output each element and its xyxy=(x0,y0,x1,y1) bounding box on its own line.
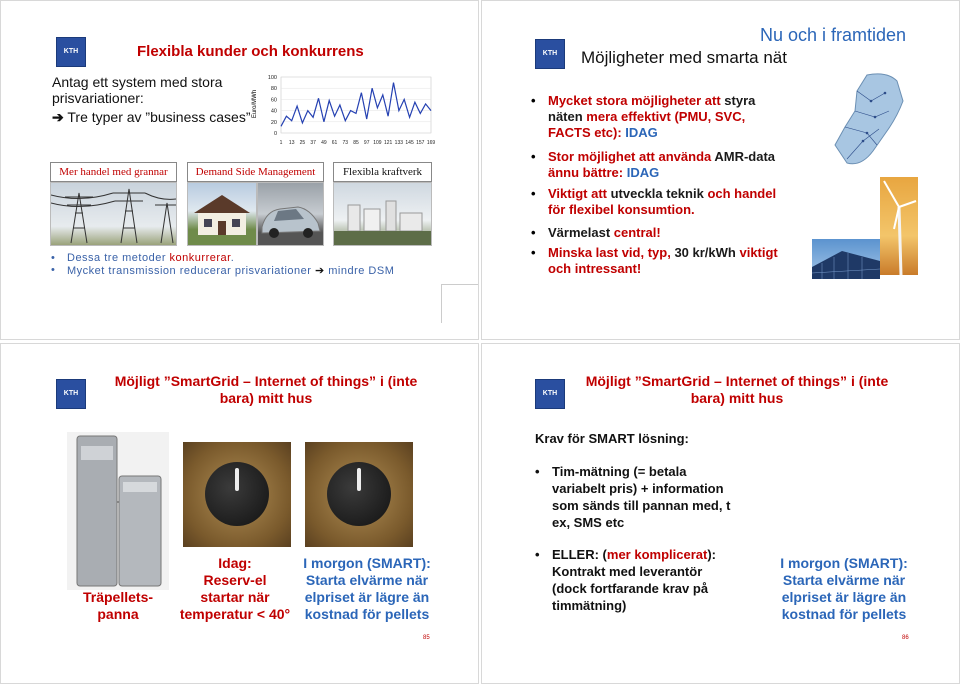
boiler-label xyxy=(73,589,163,623)
boiler-icon xyxy=(67,432,169,590)
bullet-text: Värmelast xyxy=(548,225,614,240)
tomorrow-line-3: elpriset är lägre än xyxy=(304,589,430,605)
bullet-text: för flexibel konsumtion. xyxy=(548,202,695,217)
tomorrow-line-1: I morgon (SMART): xyxy=(780,555,908,571)
kth-logo: KTH xyxy=(56,379,86,409)
slide-flexibla-kunder xyxy=(0,0,479,340)
bullet-text-emph: 30 kr/kWh xyxy=(674,245,736,260)
power-plant-photo xyxy=(333,182,432,246)
bullet-line: variabelt pris) + information xyxy=(552,481,724,496)
thermostat-photo-tomorrow xyxy=(305,442,413,547)
y-tick-label: 40 xyxy=(270,108,277,115)
bullet-line: ex, SMS etc xyxy=(552,515,625,530)
intro-line-2: prisvariationer: xyxy=(52,90,144,106)
today-line-3: startar när xyxy=(200,589,270,605)
x-tick-label: 37 xyxy=(310,140,316,146)
scandinavia-grid-map xyxy=(827,71,909,171)
bullet-text-emph: utveckla teknik xyxy=(610,186,704,201)
slide-smartgrid-hus-2 xyxy=(481,343,960,684)
bullet-text-emph: central! xyxy=(613,225,661,240)
map-icon xyxy=(827,71,909,171)
price-chart xyxy=(253,71,435,151)
bullet-text: näten xyxy=(548,109,587,124)
bullet-dsm-text: mindre DSM xyxy=(328,265,395,277)
bullet-transmission xyxy=(51,264,395,277)
y-tick-label: 20 xyxy=(270,119,277,126)
bullet-text: ELLER: ( xyxy=(552,547,607,562)
bullet-text: viktigt xyxy=(735,245,778,260)
thermostat-dial-icon xyxy=(327,462,391,526)
kth-logo: KTH xyxy=(56,37,86,67)
y-tick-label: 80 xyxy=(270,86,277,93)
business-cases-text: Tre typer av ”business cases” xyxy=(67,109,251,125)
house-icon xyxy=(188,183,256,245)
house-photo xyxy=(187,182,257,246)
thermostat-dial-icon xyxy=(205,462,269,526)
bullet-dessa-tre xyxy=(51,252,235,264)
price-chart-svg xyxy=(253,71,435,151)
x-tick-label: 13 xyxy=(288,140,295,146)
wind-turbine-icon xyxy=(880,177,918,275)
x-tick-label: 49 xyxy=(321,140,327,146)
business-cases-line xyxy=(52,109,250,125)
bullet-line: Kontrakt med leverantör xyxy=(552,564,703,579)
y-tick-label: 60 xyxy=(270,97,277,104)
bullet-text: Minska last vid, typ, xyxy=(548,245,675,260)
category-dsm-label: Demand Side Management xyxy=(187,162,324,182)
x-tick-label: 169 xyxy=(426,140,435,146)
page-number: 86 xyxy=(902,635,909,641)
bullet-text: ännu bättre: xyxy=(548,165,627,180)
bullet-line: som sänds till pannan med, t xyxy=(552,498,731,513)
pellet-boiler-photo xyxy=(67,432,169,590)
arrow-right-icon: ➔ xyxy=(314,265,325,277)
x-tick-label: 133 xyxy=(394,140,404,146)
x-tick-label: 73 xyxy=(342,140,349,146)
bullet-minska-last xyxy=(548,245,778,277)
pylon-icon xyxy=(51,183,176,245)
bullet-dot: • xyxy=(51,264,56,276)
bullet-text: och handel xyxy=(703,186,777,201)
bullet-tim-matning xyxy=(535,463,731,531)
car-icon xyxy=(258,183,323,245)
tomorrow-line-2: Starta elvärme när xyxy=(305,572,429,588)
bullet-text-emph: mer komplicerat xyxy=(606,547,708,562)
price-series-line xyxy=(281,83,431,127)
bullet-transmission-text: Mycket transmission reducerar prisvariationer xyxy=(67,265,315,277)
slide-mojligheter xyxy=(481,0,960,340)
bullet-eller xyxy=(535,546,716,614)
bullet-line: timmätning) xyxy=(552,598,627,613)
slide-title: Möjligheter med smarta nät xyxy=(581,48,787,67)
car-photo xyxy=(257,182,324,246)
boiler-label-line-1: Träpellets- xyxy=(82,589,154,605)
x-tick-label: 85 xyxy=(353,140,359,146)
bullet-varmelast xyxy=(548,225,661,241)
slide-title: Flexibla kunder och konkurrens xyxy=(137,43,364,60)
arrow-right-icon: ➔ xyxy=(52,109,64,125)
x-tick-label: 121 xyxy=(383,140,393,146)
bullet-text: Stor möjlighet att använda xyxy=(548,149,715,164)
x-tick-label: 109 xyxy=(373,140,382,146)
bullet-styra xyxy=(548,93,755,141)
thermostat-photo-today xyxy=(183,442,291,547)
today-line-2: Reserv-el xyxy=(203,572,267,588)
tomorrow-text xyxy=(770,555,918,623)
bullet-text: Mycket stora möjligheter att xyxy=(548,93,725,108)
slide-smartgrid-hus-1 xyxy=(0,343,479,684)
slide-header: Nu och i framtiden xyxy=(760,25,907,45)
bullet-konkurrerar-text: konkurrerar xyxy=(169,252,231,264)
tomorrow-line-4: kostnad för pellets xyxy=(781,606,907,622)
slide-title xyxy=(572,373,902,407)
today-line-4: temperatur < 40° xyxy=(179,606,291,622)
category-trade-label: Mer handel med grannar xyxy=(50,162,177,182)
x-tick-label: 1 xyxy=(279,140,283,146)
boiler-label-line-2: panna xyxy=(97,606,139,622)
slide-title-line-2: bara) mitt hus xyxy=(219,390,313,406)
y-tick-label: 0 xyxy=(273,131,277,137)
bullet-dot: • xyxy=(535,547,540,562)
bullet-text-emph: styra xyxy=(724,93,756,108)
transmission-towers-photo xyxy=(50,182,177,246)
bullet-text: och intressant! xyxy=(548,261,642,276)
today-text xyxy=(175,555,295,623)
bullet-amr xyxy=(548,149,775,181)
x-tick-label: 25 xyxy=(299,140,306,146)
intro-text xyxy=(52,74,250,125)
bullet-dot: • xyxy=(535,464,540,479)
tomorrow-line-3: elpriset är lägre än xyxy=(781,589,907,605)
tomorrow-line-4: kostnad för pellets xyxy=(304,606,430,622)
wind-turbine-photo xyxy=(880,177,918,275)
tomorrow-line-1: I morgon (SMART): xyxy=(303,555,431,571)
kth-logo: KTH xyxy=(535,379,565,409)
bullet-line: Tim-mätning (= betala xyxy=(552,464,687,479)
x-tick-label: 97 xyxy=(363,140,370,146)
bullet-teknik xyxy=(548,186,776,218)
power-plant-icon xyxy=(334,183,431,245)
bullet-text: mera effektivt (PMU, SVC, xyxy=(586,109,746,124)
footer-block xyxy=(441,284,479,323)
bullet-text-emph: AMR-data xyxy=(714,149,776,164)
bullet-dot: • xyxy=(51,252,56,264)
bullet-dessa-text: Dessa tre metoder xyxy=(67,252,170,264)
solar-panel-icon xyxy=(812,239,880,279)
slide-title-line-1: Möjligt ”SmartGrid – Internet of things” i (inte xyxy=(114,373,418,389)
intro-line-1: Antag ett system med stora xyxy=(52,74,223,90)
today-line-1: Idag: xyxy=(218,555,252,571)
bullet-line: (dock fortfarande krav på xyxy=(552,581,709,596)
requirement-heading: Krav för SMART lösning: xyxy=(535,431,689,446)
page-number: 85 xyxy=(423,635,430,641)
bullet-text: Viktigt att xyxy=(548,186,611,201)
bullet-text: ): xyxy=(707,547,716,562)
category-plants-label: Flexibla kraftverk xyxy=(333,162,432,182)
kth-logo: KTH xyxy=(535,39,565,69)
idag-label: IDAG xyxy=(626,165,660,180)
y-axis-label: Euro/MWh xyxy=(252,89,259,119)
slide-title-line-2: bara) mitt hus xyxy=(690,390,784,406)
x-tick-label: 61 xyxy=(331,140,338,146)
tomorrow-text xyxy=(293,555,441,623)
x-tick-label: 145 xyxy=(405,140,414,146)
slide-title xyxy=(101,373,431,407)
plot-area xyxy=(281,77,431,133)
solar-panels-photo xyxy=(812,239,880,279)
y-tick-label: 100 xyxy=(267,75,277,81)
idag-label: IDAG xyxy=(625,125,658,140)
bullet-text: FACTS etc): xyxy=(548,125,626,140)
tomorrow-line-2: Starta elvärme när xyxy=(782,572,906,588)
slide-title-line-1: Möjligt ”SmartGrid – Internet of things” i (inte xyxy=(585,373,889,389)
x-tick-label: 157 xyxy=(416,140,425,146)
bullet-period: . xyxy=(230,252,235,264)
